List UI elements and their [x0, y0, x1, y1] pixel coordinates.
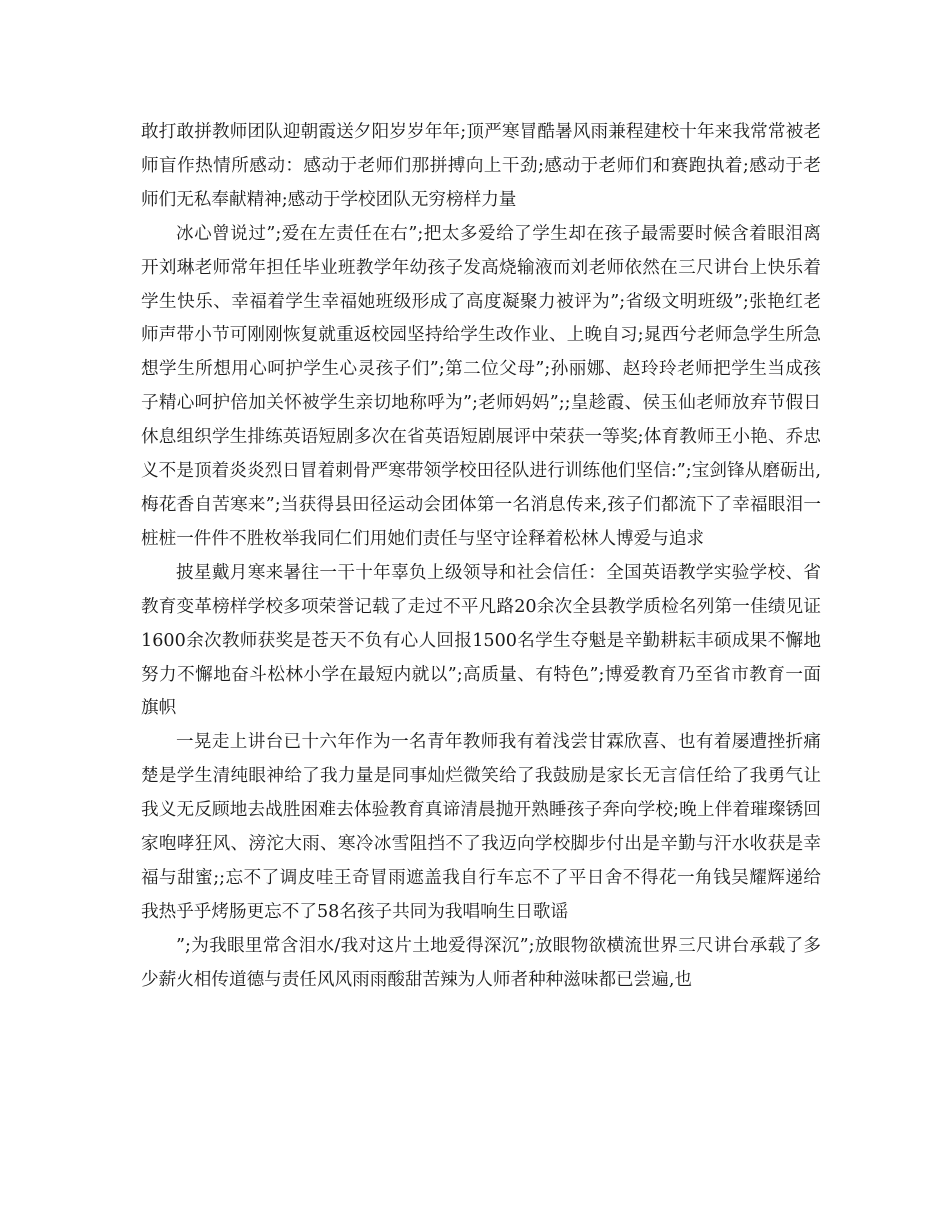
- paragraph-2: 冰心曾说过”;爱在左责任在右”;把太多爱给了学生却在孩子最需要时候含着眼泪离开刘琳老师常年担任毕业班教学年幼孩子发高烧输液而刘老师依然在三尺讲台上快乐着学生快乐、幸福着学生幸福她班级形成了高度凝聚力被评为”;省级文明班级”;张艳红老师声带小节可刚刚恢复就重返校园坚持给学生改作业、上晚自习;晁西兮老师急学生所急想学生所想用心呵护学生心灵孩子们”;第二位父母”;孙丽娜、赵玲玲老师把学生当成孩子精心呵护倍加关怀被学生亲切地称呼为”;老师妈妈”;;皇趁霞、侯玉仙老师放弃节假日休息组织学生排练英语短剧多次在省英语短剧展评中荣获一等奖;体育教师王小艳、乔忠义不是顶着炎炎烈日冒着刺骨严寒带领学校田径队进行训练他们坚信:”;宝剑锋从磨砺出,梅花香自苦寒来”;当获得县田径运动会团体第一名消息传来,孩子们都流下了幸福眼泪一桩桩一件件不胜枚举我同仁们用她们责任与坚守诠释着松林人博爱与追求: [141, 223, 821, 549]
- paragraph-5: ”;为我眼里常含泪水/我对这片土地爱得深沉”;放眼物欲横流世界三尺讲台承载了多少薪火相传道德与责任风风雨雨酸甜苦辣为人师者种种滋味都已尝遍,也: [141, 935, 821, 990]
- paragraph-3: 披星戴月寒来暑往一干十年辜负上级领导和社会信任：全国英语教学实验学校、省教育变革榜样学校多项荣誉记载了走过不平凡路20余次全县教学质检名列第一佳绩见证1600余次教师获奖是苍天不负有心人回报1500名学生夺魁是辛勤耕耘丰硕成果不懈地努力不懈地奋斗松林小学在最短内就以”;高质量、有特色”;博爱教育乃至省市教育一面旗帜: [141, 562, 821, 719]
- document-page: [141, 116, 821, 998]
- paragraph-4: 一晃走上讲台已十六年作为一名青年教师我有着浅尝甘霖欣喜、也有着屡遭挫折痛楚是学生清纯眼神给了我力量是同事灿烂微笑给了我鼓励是家长无言信任给了我勇气让我义无反顾地去战胜困难去体验教育真谛清晨抛开熟睡孩子奔向学校;晚上伴着璀璨锈回家咆哮狂风、滂沱大雨、寒冷冰雪阻挡不了我迈向学校脚步付出是辛勤与汗水收获是幸福与甜蜜;;忘不了调皮哇王奇冒雨遮盖我自行车忘不了平日舍不得花一角钱吴耀辉递给我热乎乎烤肠更忘不了58名孩子共同为我唱响生日歌谣: [141, 732, 821, 922]
- paragraph-1: 敢打敢拼教师团队迎朝霞送夕阳岁岁年年;顶严寒冒酷暑风雨兼程建校十年来我常常被老师盲作热情所感动：感动于老师们那拼搏向上干劲;感动于老师们和赛跑执着;感动于老师们无私奉献精神;感动于学校团队无穷榜样力量: [141, 122, 821, 210]
